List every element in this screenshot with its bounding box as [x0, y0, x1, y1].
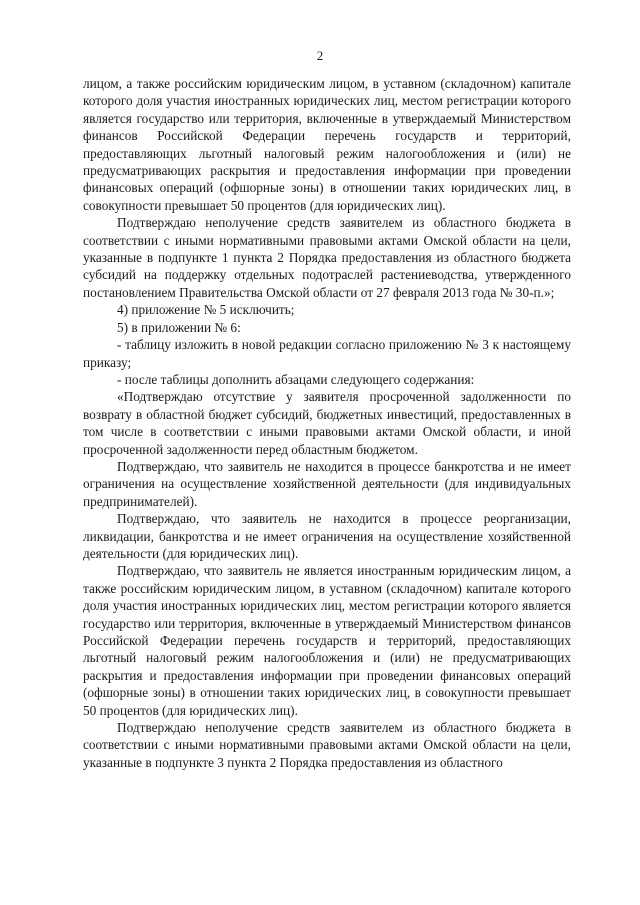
paragraph-non-receipt-subparagraph-1: Подтверждаю неполучение средств заявителем из областного бюджета в соответствии с иными нормативными правовыми актами Омской области на цели, указанные в подпункте 1 пункта 2 Порядка предоставления из областного бюджета субсидий на поддержку отдельных подотраслей растениеводства, утвержденного постановлением Правительства Омской области от 27 февраля 2013 года № 30-п.»;	[83, 215, 571, 300]
paragraph-not-foreign-entity: Подтверждаю, что заявитель не является иностранным юридическим лицом, а также российским юридическим лицом, в уставном (складочном) капитале которого доля участия иностранных юридических лиц, местом регистрации которого является государство или территория, включенные в утверждаемый Министерством финансов Российской Федерации перечень государств и территорий, предоставляющих льготный налоговый режим налогообложения и (или) не предусматривающих раскрытия и предоставления информации при проведении финансовых операций (офшорные зоны) в отношении таких юридических лиц, в совокупности превышает 50 процентов (для юридических лиц).	[83, 563, 571, 718]
paragraph-after-table-addition: - после таблицы дополнить абзацами следующего содержания:	[117, 371, 475, 387]
document-body	[83, 75, 571, 771]
paragraph-item-5: 5) в приложении № 6:	[117, 319, 241, 335]
paragraph-table-replacement: - таблицу изложить в новой редакции согласно приложению № 3 к настоящему приказу;	[83, 337, 571, 370]
paragraph-no-reorganization-legal: Подтверждаю, что заявитель не находится в процессе реорганизации, ликвидации, банкротства и не имеет ограничения на осуществление хозяйственной деятельности (для юридических лиц).	[83, 511, 571, 561]
page-number: 2	[316, 48, 324, 63]
paragraph-item-4: 4) приложение № 5 исключить;	[117, 302, 295, 318]
paragraph-no-bankruptcy-individual: Подтверждаю, что заявитель не находится в процессе банкротства и не имеет ограничения на осуществление хозяйственной деятельности (для индивидуальных предпринимателей).	[83, 458, 571, 509]
paragraph-continuation-foreign-entity: лицом, а также российским юридическим лицом, в уставном (складочном) капитале которого доля участия иностранных юридических лиц, местом регистрации которого является государство или территория, включенные в утверждаемый Министерством финансов Российской Федерации перечень государств и территорий, предоставляющих льготный налоговый режим налогообложения и (или) не предусматривающих раскрытия и предоставления информации при проведении финансовых операций (офшорные зоны) в отношении таких юридических лиц, в совокупности превышает 50 процентов (для юридических лиц).	[83, 76, 571, 213]
paragraph-non-receipt-subparagraph-3: Подтверждаю неполучение средств заявителем из областного бюджета в соответствии с иными нормативными правовыми актами Омской области на цели, указанные в подпункте 3 пункта 2 Порядка предоставления из областного	[83, 720, 571, 770]
paragraph-no-overdue-debt: «Подтверждаю отсутствие у заявителя просроченной задолженности по возврату в областной бюджет субсидий, бюджетных инвестиций, предоставленных в том числе в соответствии с иными правовыми актами Омской области, и иной просроченной задолженности перед областным бюджетом.	[83, 389, 571, 457]
